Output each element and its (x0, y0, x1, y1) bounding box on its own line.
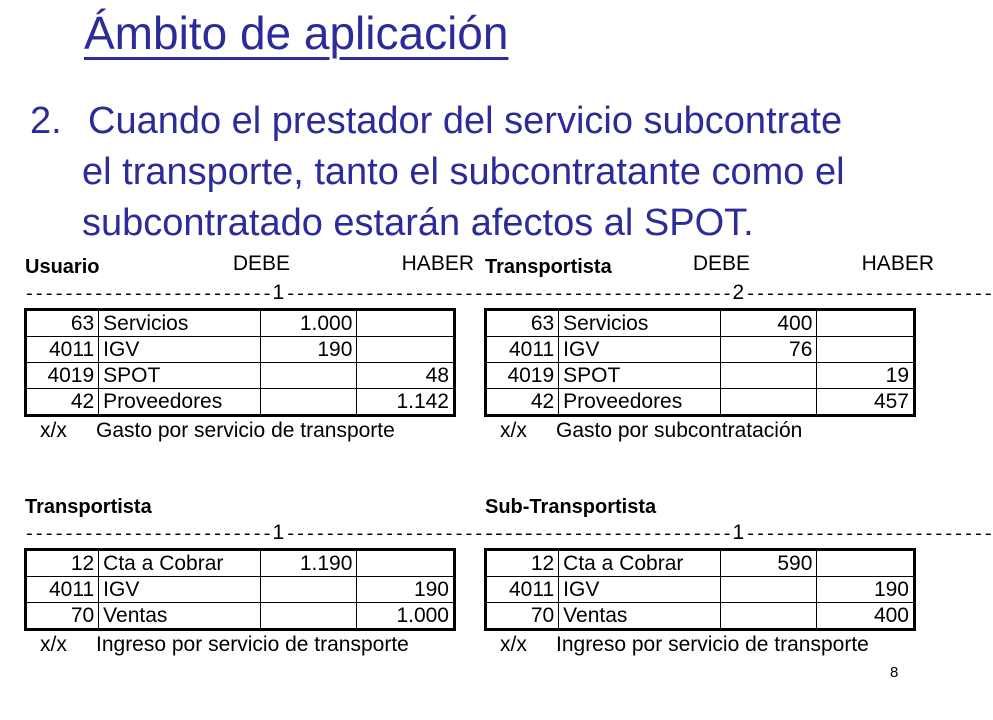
ledger-usuario (24, 252, 533, 445)
account-code: 4011 (27, 577, 99, 603)
haber-amount (817, 311, 913, 337)
entry-separator: -------------------------1------------------------- (484, 521, 993, 545)
entry-gloss (24, 417, 476, 445)
gloss-text: Ingreso por servicio de transporte (556, 633, 869, 656)
table-row (487, 577, 913, 603)
haber-amount (357, 337, 453, 363)
account-name: IGV (559, 337, 721, 363)
entry-gloss (484, 417, 936, 445)
account-name: Proveedores (559, 389, 721, 414)
account-name: IGV (99, 337, 261, 363)
account-name: SPOT (99, 363, 261, 389)
haber-amount (357, 551, 453, 577)
page-number: 8 (890, 664, 899, 681)
ledger-sub-transportista (484, 492, 993, 659)
account-name: Proveedores (99, 389, 261, 414)
ledger-transportista-gasto (484, 252, 993, 445)
haber-amount: 1.142 (396, 390, 449, 413)
ledger-name: Transportista (485, 256, 612, 278)
account-code: 4011 (487, 577, 559, 603)
haber-amount (357, 311, 453, 337)
debe-amount: 1.000 (261, 311, 358, 337)
haber-amount: 1.000 (396, 604, 449, 627)
gloss-code: x/x (40, 633, 67, 656)
debe-label: DEBE (692, 252, 750, 275)
account-name: SPOT (559, 363, 721, 389)
debe-label: DEBE (232, 252, 290, 275)
table-row (487, 363, 913, 389)
ledger-table (484, 548, 916, 631)
table-row (487, 311, 913, 337)
account-code: 4011 (27, 337, 99, 363)
point-line-1: Cuando el prestador del servicio subcontrate (88, 100, 843, 142)
haber-amount (817, 337, 913, 363)
ledger-name: Usuario (25, 256, 100, 278)
debe-amount: 190 (261, 337, 358, 363)
haber-amount (817, 551, 913, 577)
account-name: Cta a Cobrar (559, 551, 721, 577)
table-row (27, 363, 453, 389)
haber-amount: 457 (873, 390, 909, 413)
entry-separator: -------------------------1------------------------- (24, 281, 533, 305)
point-line-2: el transporte, tanto el subcontratante como el (82, 151, 845, 193)
account-name: Cta a Cobrar (99, 551, 261, 577)
table-row (27, 337, 453, 363)
account-code: 12 (27, 551, 99, 577)
account-name: Servicios (99, 311, 261, 337)
entry-number: 1 (272, 521, 285, 544)
debe-amount (721, 603, 818, 628)
account-name: IGV (559, 577, 721, 603)
account-code: 63 (27, 311, 99, 337)
debe-amount (261, 363, 358, 389)
entry-gloss (484, 631, 936, 659)
table-row (27, 389, 453, 414)
debe-amount: 590 (721, 551, 818, 577)
gloss-code: x/x (500, 419, 527, 442)
account-code: 70 (487, 603, 559, 628)
debe-amount (261, 577, 358, 603)
haber-amount: 190 (357, 577, 453, 603)
account-name: Ventas (99, 603, 261, 628)
debe-amount: 76 (721, 337, 818, 363)
entry-gloss (24, 631, 476, 659)
table-row (487, 337, 913, 363)
entry-separator: -------------------------1------------------------- (24, 521, 533, 545)
debe-amount (261, 389, 358, 414)
table-row (487, 389, 913, 414)
haber-amount: 190 (817, 577, 913, 603)
ledger-table (24, 548, 456, 631)
table-row (487, 551, 913, 577)
ledger-table (24, 308, 456, 417)
account-code: 4019 (487, 363, 559, 389)
table-row (27, 603, 453, 628)
debe-amount: 400 (721, 311, 818, 337)
account-name: IGV (99, 577, 261, 603)
debe-amount (721, 577, 818, 603)
debe-amount (261, 603, 358, 628)
account-code: 12 (487, 551, 559, 577)
account-code: 63 (487, 311, 559, 337)
entry-separator: -------------------------2------------------------- (484, 281, 993, 305)
account-code: 42 (487, 389, 559, 414)
entry-number: 2 (732, 281, 745, 304)
table-row (27, 551, 453, 577)
haber-label: HABER (861, 252, 934, 275)
ledger-name: Transportista (25, 496, 152, 518)
point-line-3: subcontratado estarán afectos al SPOT. (82, 202, 754, 244)
account-code: 70 (27, 603, 99, 628)
entry-number: 1 (732, 521, 745, 544)
debe-amount (721, 363, 818, 389)
ledger-name: Sub-Transportista (485, 496, 657, 518)
table-row (27, 577, 453, 603)
ledger-transportista-ingreso (24, 492, 533, 659)
ledger-table (484, 308, 916, 417)
point-number: 2. (30, 100, 62, 142)
entry-number: 1 (272, 281, 285, 304)
account-code: 4011 (487, 337, 559, 363)
gloss-text: Gasto por servicio de transporte (96, 419, 395, 442)
gloss-text: Ingreso por servicio de transporte (96, 633, 409, 656)
account-name: Servicios (559, 311, 721, 337)
account-code: 42 (27, 389, 99, 414)
bullet-point (30, 96, 950, 249)
table-row (487, 603, 913, 628)
gloss-code: x/x (40, 419, 67, 442)
account-name: Ventas (559, 603, 721, 628)
haber-amount: 19 (817, 363, 913, 389)
debe-amount: 1.190 (261, 551, 358, 577)
debe-amount (721, 389, 818, 414)
haber-amount: 400 (873, 604, 909, 627)
haber-label: HABER (401, 252, 474, 275)
table-row (27, 311, 453, 337)
page-title: Ámbito de aplicación (84, 7, 509, 59)
gloss-code: x/x (500, 633, 527, 656)
haber-amount: 48 (357, 363, 453, 389)
gloss-text: Gasto por subcontratación (556, 419, 803, 442)
account-code: 4019 (27, 363, 99, 389)
